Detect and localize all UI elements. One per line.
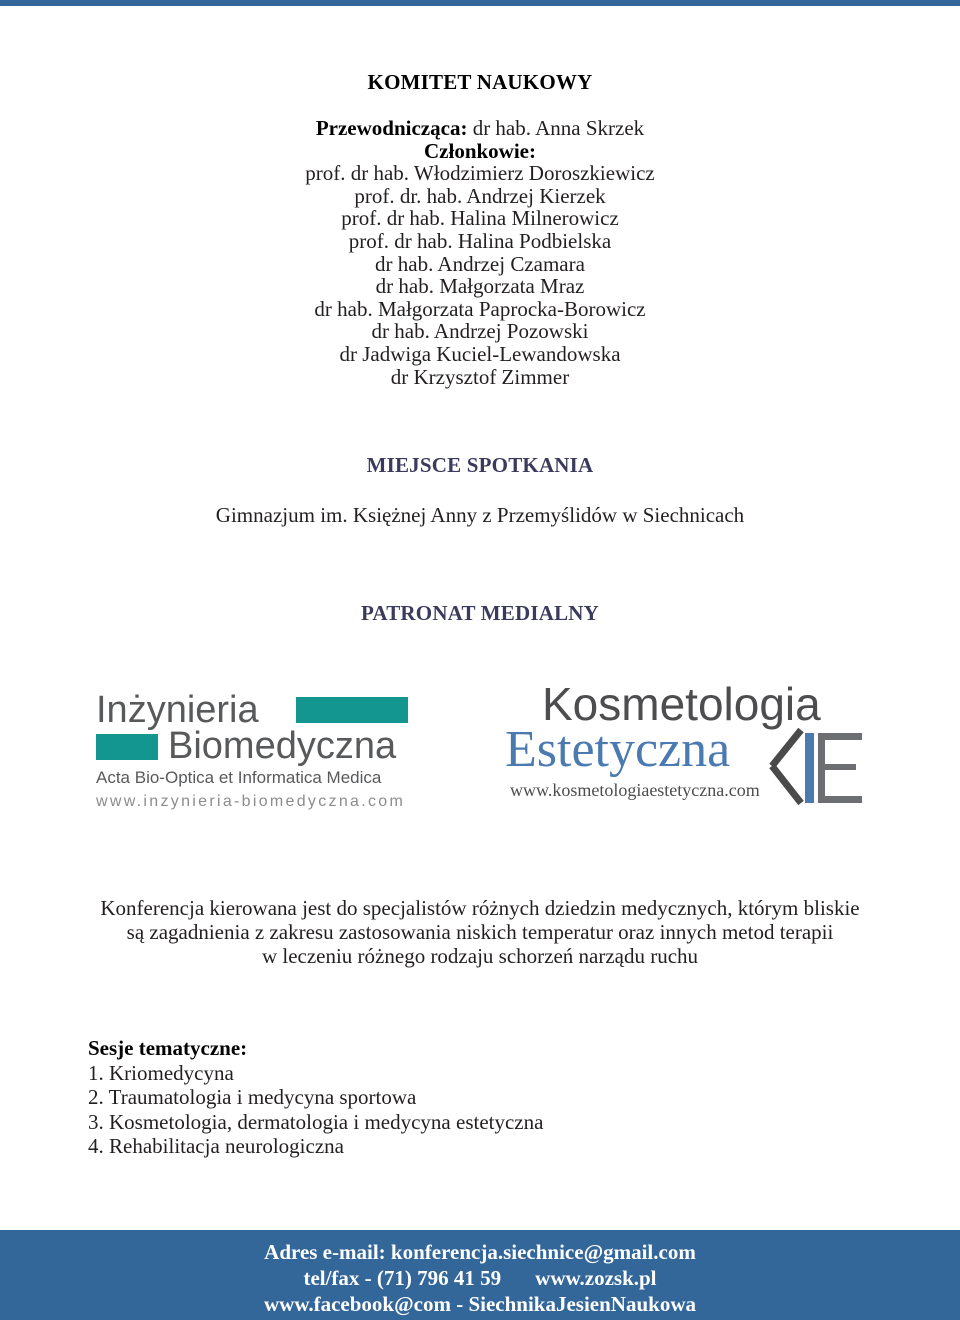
inzynieria-biomedyczna-logo (96, 688, 416, 813)
member-item: dr hab. Małgorzata Paprocka-Borowicz (314, 296, 646, 321)
session-item: 1. Kriomedycyna (88, 1060, 234, 1085)
chair-label: Przewodnicząca: (315, 116, 468, 140)
footer-website-link[interactable]: www.zozsk.pl (535, 1266, 657, 1290)
logo1-accent-block-top (296, 697, 408, 723)
logo1-subtitle: Acta Bio-Optica et Informatica Medica (96, 768, 382, 787)
chair-name: dr hab. Anna Skrzek (472, 116, 645, 140)
committee-chair (0, 117, 960, 140)
member-item: prof. dr hab. Włodzimierz Doroszkiewicz (305, 161, 655, 186)
member-item: dr Krzysztof Zimmer (390, 364, 570, 389)
logo2-line1: Kosmetologia (542, 678, 821, 730)
sessions-title: Sesje tematyczne: (88, 1036, 248, 1060)
kosmetologia-estetyczna-logo (500, 676, 870, 811)
logo1-line2: Biomedyczna (168, 725, 397, 767)
conference-description (0, 896, 960, 968)
footer-facebook[interactable]: www.facebook@com - SiechnikaJesienNaukowa (264, 1292, 696, 1316)
footer-email: Adres e-mail: konferencja.siechnice@gmail.com (264, 1240, 696, 1264)
footer-contact-row (0, 1265, 960, 1291)
contact-footer (0, 1230, 960, 1320)
member-item: dr Jadwiga Kuciel-Lewandowska (339, 341, 621, 366)
logo1-url: www.inzynieria-biomedyczna.com (96, 793, 406, 810)
logo1-line1: Inżynieria (96, 689, 259, 731)
session-item: 3. Kosmetologia, dermatologia i medycyna estetyczna (88, 1109, 544, 1134)
committee-list (0, 117, 960, 388)
member-item: prof. dr. hab. Andrzej Kierzek (354, 183, 606, 208)
top-accent-bar (0, 0, 960, 6)
session-item: 4. Rehabilitacja neurologiczna (88, 1134, 344, 1158)
venue-text: Gimnazjum im. Księżnej Anny z Przemyślidów w Siechnicach (215, 503, 745, 527)
media-heading: PATRONAT MEDIALNY (360, 601, 600, 625)
committee-heading: KOMITET NAUKOWY (367, 70, 593, 94)
logo1-accent-block-bottom (96, 734, 158, 760)
footer-phone: tel/fax - (71) 796 41 59 (303, 1266, 502, 1290)
logo2-url: www.kosmetologiaestetyczna.com (510, 780, 760, 800)
ke-monogram (772, 730, 862, 803)
member-item: dr hab. Andrzej Pozowski (371, 319, 589, 344)
sessions-list (88, 1036, 543, 1159)
member-item: dr hab. Andrzej Czamara (375, 251, 585, 276)
description-line: Konferencja kierowana jest do specjalistów różnych dziedzin medycznych, którym bliskie (100, 896, 860, 920)
member-item: prof. dr hab. Halina Milnerowicz (341, 206, 619, 231)
logo2-line2: Estetyczna (505, 721, 731, 778)
member-item: prof. dr hab. Halina Podbielska (348, 228, 612, 253)
venue-heading: MIEJSCE SPOTKANIA (366, 453, 594, 477)
session-item: 2. Traumatologia i medycyna sportowa (88, 1085, 417, 1109)
members-label: Członkowie: (424, 138, 536, 163)
member-item: dr hab. Małgorzata Mraz (375, 274, 585, 299)
description-line: są zagadnienia z zakresu zastosowania niskich temperatur oraz innych metod terapii (126, 920, 834, 944)
description-line: w leczeniu różnego rodzaju schorzeń narządu ruchu (261, 944, 699, 968)
